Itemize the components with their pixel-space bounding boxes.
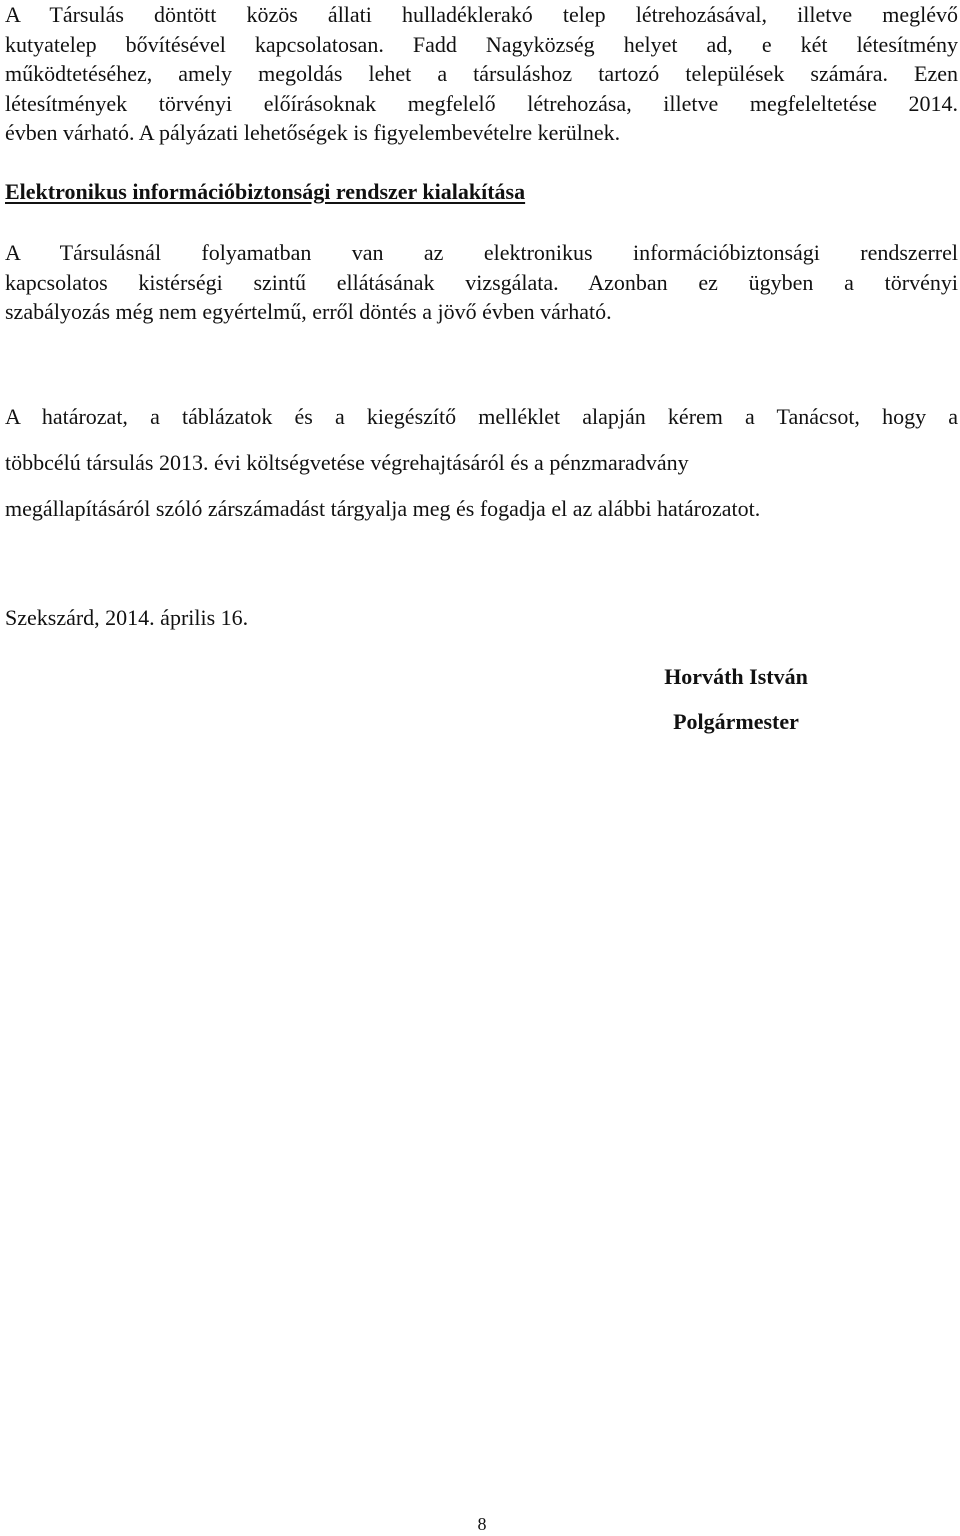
paragraph-line: évben várható. A pályázati lehetőségek is figyelembevételre kerülnek.: [5, 120, 621, 145]
signatory-title: Polgármester: [673, 709, 799, 734]
paragraph-line: kapcsolatos kistérségi szintű ellátásának vizsgálata. Azonban ez ügyben a törvényi: [5, 269, 958, 295]
paragraph-waste-facility: [5, 0, 958, 177]
paragraph-infosec: [5, 238, 958, 356]
paragraph-line: kutyatelep bővítésével kapcsolatosan. Fadd Nagyközség helyet ad, e két létesítmény: [5, 31, 958, 57]
paragraph-line: A határozat, a táblázatok és a kiegészítő melléklet alapján kérem a Tanácsot, hogy a: [5, 404, 958, 429]
paragraph-line: A Társulásnál folyamatban van az elektronikus információbiztonsági rendszerrel: [5, 240, 958, 265]
section-heading: Elektronikus információbiztonsági rendszer kialakítása: [5, 179, 526, 204]
paragraph-line: létesítmények törvényi előírásoknak megfelelő létrehozása, illetve megfeleltetése 2014.: [5, 90, 958, 116]
paragraph-line: megállapításáról szóló zárszámadást tárgyalja meg és fogadja el az alábbi határozatot.: [5, 496, 761, 521]
paragraph-line: A Társulás döntött közös állati hulladéklerakó telep létrehozásával, illetve meglévő: [5, 2, 958, 27]
place-and-date: Szekszárd, 2014. április 16.: [5, 605, 249, 630]
document-page: [5, 0, 958, 1536]
paragraph-resolution-request: [5, 394, 958, 578]
paragraph-line: működtetéséhez, amely megoldás lehet a társuláshoz tartozó települések számára. Ezen: [5, 61, 958, 86]
signatory-name: Horváth István: [664, 664, 808, 689]
paragraph-line: szabályozás még nem egyértelmű, erről döntés a jövő évben várható.: [5, 299, 612, 324]
page-number: 8: [477, 1514, 487, 1534]
paragraph-line: többcélú társulás 2013. évi költségvetése végrehajtásáról és a pénzmaradvány: [5, 450, 689, 475]
